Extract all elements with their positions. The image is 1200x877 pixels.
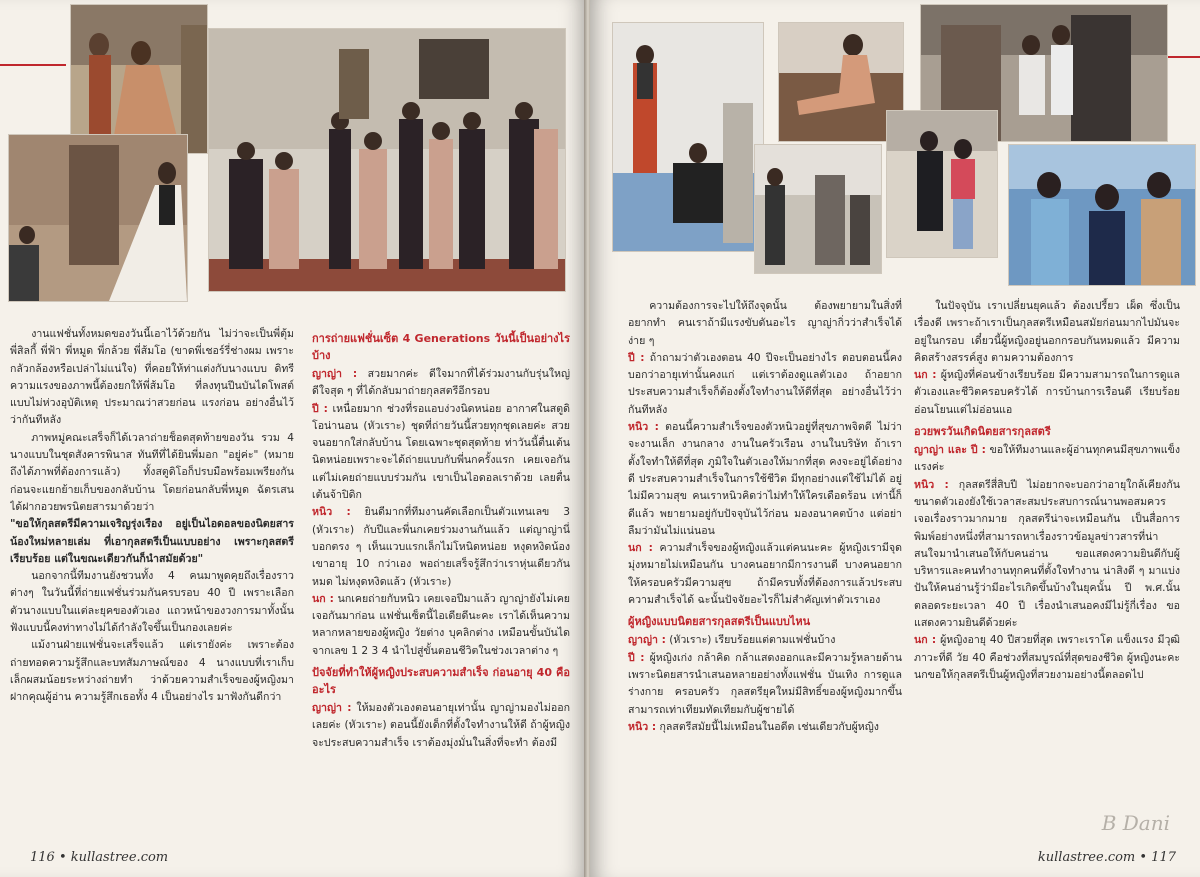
photo-fitting-session [70, 4, 208, 154]
body-paragraph: แม้งานฝ่ายแฟชั่นจะเสร็จแล้ว แต่เรายังค่ะ เพราะต้องถ่ายทอดความรู้สึกและบทสัมภาษณ์ของ 4 นางแบบที่เราเก็บเล็กผสมน้อยระหว่างถ่ายทำ ว่าด้วยความสำเร็จของผู้หญิงมาฝากคุณผู้อ่าน ความรู้สึกเธอทั้ง 4 เป็นอย่างไร มาฟังกันดีกว่า [10, 639, 294, 704]
left-column-2 [312, 326, 570, 752]
photo-photographer [612, 22, 764, 252]
interview-answer [628, 350, 902, 419]
interview-answer [628, 719, 902, 736]
answer-text: นกเคยถ่ายกับหนิว เคยเจอปีมาแล้ว ญาญ่ายังไม่เคยเจอกันมาก่อน แฟชั่นเซ็ตนี้ไอเดียดีนะคะ เราได้เห็นความหลากหลายของผู้หญิง วัยต่าง บุคลิกต่าง เหมือนขั้นบันไดจากเลข 1 2 3 4 นำไปสู่ขั้นตอนชีวิตในช่วงเวลาต่าง ๆ [312, 592, 570, 657]
interview-answer [312, 700, 570, 752]
answer-text: ผู้หญิงอายุ 40 ปีสวยที่สุด เพราะเราโต แข็งแรง มีวุฒิภาวะที่ดี วัย 40 คือช่วงที่สมบูรณ์ที่สุดของชีวิต ผู้หญิงนะคะ นกขอให้กุลสตรีเป็นผู้หญิงที่สวยงามอย่างนี้ตลอดไป [914, 634, 1180, 681]
right-column-1 [628, 298, 902, 736]
photo-hair-styling [886, 110, 998, 258]
pull-quote: "ขอให้กุลสตรีมีความเจริญรุ่งเรือง อยู่เป็นไอดอลของนิตยสารน้องใหม่หลายเล่ม ที่เอากุลสตรีเป็นแบบอย่าง เพราะกุลสตรีเรียบร้อย แต่ในขณะเดียวกันก็นำสมัยด้วย" [10, 518, 294, 565]
speaker-name: ปี : [628, 351, 645, 364]
speaker-name: ญาญ่า : [312, 702, 352, 715]
body-paragraph: ภาพหมู่คณะเสร็จก็ได้เวลาถ่ายช็อตสุดท้ายของวัน รวม 4 นางแบบในชุดสังคารพินาส ทันทีที่ได้ยินพี่มอก "อยู่ค่ะ" (หมายถึงได้ภาพที่ต้องการแล้ว) ทั้งสตูดิโอก็ปรบมือพร้อมเพรียงกัน ก่อนจะแยกย้ายเก็บของกลับบ้าน โดยก่อนกลับพี่หมูด ฉัตรเสน ได้ฝากอวยพรนิตยสารมาด้วยว่า [10, 431, 294, 513]
answer-text: ผู้หญิงเก่ง กล้าคิด กล้าแสดงออกและมีความรู้หลายด้าน เพราะนิตยสารนำเสนอหลายอย่างทั้งแฟชั่น บันเทิง การดูแลร่างกาย ครอบครัว กุลสตรียุคใหม่มีสิทธิ์ของผู้หญิงมากขึ้น สามารถเท่าเทียมทัดเทียมกับผู้ชายได้ [628, 651, 902, 716]
speaker-name: ญาญ่า : [312, 368, 358, 380]
red-rule [0, 64, 66, 66]
speaker-name: หนิว : [914, 478, 949, 491]
speaker-name: นก : [628, 542, 653, 555]
body-paragraph: ในปัจจุบัน เราเปลี่ยนยุคแล้ว ต้องเปรี้ยว เผ็ด ซึ่งเป็นเรื่องดี เพราะถ้าเราเป็นกุลสตรีเหมือนสมัยก่อนมากไปมันจะอยู่ในกรอบ เดี๋ยวนี้ผู้หญิงอยู่นอกกรอบกันหมดแล้ว มีความคิดสร้างสรรค์สูง ตามความต้องการ [914, 300, 1180, 364]
answer-text: ให้มองตัวเองตอนอายุเท่านั้น ญาญ่ามองไม่ออกเลยค่ะ (หัวเราะ) ตอนนี้ยังเด็กที่ตั้งใจทำงานให้ดี ถ้าผู้หญิงจะประสบความสำเร็จ เราต้องมุ่งมั่นในสิ่งที่จะทำ ต้องมี [312, 702, 570, 749]
speaker-name: ญาญ่า : [628, 634, 666, 647]
signature: B Dani [1101, 811, 1170, 835]
speaker-name: นก : [914, 634, 937, 647]
speaker-name: หนิว : [628, 720, 657, 733]
answer-text: ผู้หญิงที่ค่อนข้างเรียบร้อย มีความสามารถในการดูแลตัวเองและชีวิตครอบครัวได้ การบ้านการเรือนดี เรียบร้อย อ่อนโยนแต่ไม่อ่อนแอ [914, 369, 1180, 416]
photo-team-smiling [1008, 144, 1196, 286]
page-folio-right: kullastree.com • 117 [1037, 850, 1176, 865]
interview-answer [312, 401, 570, 505]
interview-answer [312, 504, 570, 590]
interview-answer [628, 419, 902, 540]
interview-answer [914, 632, 1180, 684]
speaker-name: ปี : [312, 402, 328, 415]
answer-text: ยินดีมากที่ทีมงานคัดเลือกเป็นตัวแทนเลข 3 (หัวเราะ) กับปีและพี่นกเคยร่วมงานกันแล้ว แต่ญาญ่านี่บอกตรง ๆ เห็นแวบแรกเล็กไม่โหนิดหน่อย หงุดหงิดน้องเขาอายุ 10 กว่าเอง พอถ่ายเสร็จรู้สึกว่าเราหุ่นเดียวกันหมด ไม่หงุดหงิดแล้ว (หัวเราะ) [312, 506, 570, 588]
section-heading: การถ่ายแฟชั่นเซ็ต 4 Generations วันนี้เป็นอย่างไรบ้าง [312, 332, 570, 362]
right-page [590, 0, 1200, 877]
right-column-2 [914, 298, 1180, 684]
answer-text: ความสำเร็จของผู้หญิงแล้วแต่คนนะคะ ผู้หญิงเรามีจุดมุ่งหมายไม่เหมือนกัน บางคนอยากมีการงานดี บางคนอยากให้ครอบครัวมีความสุข ถ้ามีครบทั้งที่ต้องการแล้วประสบความสำเร็จได้ ฉะนั้นปัจจัยอะไรก็ไม่สำคัญเท่าตัวเราเอง [628, 542, 902, 607]
page-folio-left: 116 • kullastree.com [30, 850, 169, 865]
answer-text: ถ้าถามว่าตัวเองตอน 40 ปีจะเป็นอย่างไร ตอบตอนนี้คงบอกว่าอายุเท่านั้นคงแก่ แต่เราต้องดูแลตัวเอง ถ้าอยากประสบความสำเร็จก็ต้องตั้งใจทำงานให้ดีที่สุด อย่างอื่นไว้ว่ากันทีหลัง [628, 351, 902, 416]
answer-text: (หัวเราะ) เรียบร้อยแต่ตามแฟชั่นบ้าง [665, 634, 836, 647]
section-heading: อวยพรวันเกิดนิตยสารกุลสตรี [914, 425, 1051, 439]
interview-answer [914, 442, 1180, 477]
interview-answer [628, 632, 902, 649]
answer-text: กุลสตรีสี่สิบปี ไม่อยากจะบอกว่าอายุใกล้เคียงกัน ขนาดตัวเองยังใช้เวลาสะสมประสบการณ์นานพอสมควร เจอเรื่องราวมากมาย กุลสตรีน่าจะเหมือนกัน เป็นสื่อการพิมพ์อย่างหนึ่งที่สามารถหาเรื่องราวข้อมูลข่าวสารที่น่าสนใจมานำเสนอให้กับคนอ่าน ขอแสดงความยินดีกับผู้บริหารและคนทำงานทุกคนที่ตั้งใจทำงาน น่าสิงดี ๆ มาแบ่งปันให้คนอ่านรู้ว่ามีอะไรเกิดขึ้นบ้างในยุคนั้น ปี พ.ศ.นั้น ตลอดระยะเวลา 40 ปี เรื่องนำเสนอคงมีไม่รู้กี่เรื่อง ขอแสดงความยินดีด้วยค่ะ [914, 478, 1180, 630]
speaker-name: หนิว : [628, 421, 659, 434]
speaker-name: นก : [914, 369, 937, 382]
interview-answer [312, 591, 570, 660]
photo-studio-setup [754, 144, 882, 274]
interview-answer [914, 477, 1180, 633]
speaker-name: นก : [312, 592, 334, 605]
section-heading: ปัจจัยที่ทำให้ผู้หญิงประสบความสำเร็จ ก่อนอายุ 40 คืออะไร [312, 666, 570, 697]
speaker-name: ปี : [628, 651, 645, 664]
body-paragraph: งานแฟชั่นทั้งหมดของวันนี้เอาไว้ด้วยกัน ไม่ว่าจะเป็นพี่ตุ้ม พี่สิลกี้ พี่ฟ้า พี่หมูด พี่กล้วย พี่ส้มโอ (ขาดพี่เชอร์รี่ช่างผม เพราะกลัวกล้องหรือเปล่าไม่แน่ใจ) ที่คอยให้ท่าแต่งกับนางแบบ ดิทรีความแรงของภาพนี้ต้องยกให้พี่ส้มโอ ที่ลงทุนปีนบันไดโพสต์แบบไม่ห่วงอุบัติเหตุ ประมาณว่าสวยก่อน แรงก่อน อย่างอื่นไว้ว่ากันทีหลัง [10, 328, 294, 427]
left-page [0, 0, 586, 877]
body-paragraph: ความต้องการจะไปให้ถึงจุดนั้น ต้องพยายามในสิ่งที่อยากทำ คนเราถ้ามีแรงขับดันอะไร ญาญ่ากิ่วว่าสำเร็จได้ง่าย ๆ [628, 300, 902, 347]
photo-group-four-generations [208, 28, 566, 292]
interview-answer [312, 366, 570, 401]
interview-answer [628, 650, 902, 719]
interview-answer [628, 540, 902, 609]
body-paragraph: นอกจากนี้ทีมงานยังชวนทั้ง 4 คนมาพูดคุยถึงเรื่องราวต่างๆ ในวันนี้ที่ถ่ายแฟชั่นร่วมกันครบรอบ 40 ปี เพราะเลือกตัวนางแบบในแต่ละยุคของตัวเอง แถวหน้าของวงการมาทั้งนั้น ฟังแบบนี้คงท่าทางไม่ได้กำลังใจขึ้นเป็นกองเลยค่ะ [10, 570, 294, 635]
section-heading: ผู้หญิงแบบนิตยสารกุลสตรีเป็นแบบไหน [628, 615, 811, 629]
interview-answer [914, 367, 1180, 419]
answer-text: ตอนนี้ความสำเร็จของตัวหนิวอยู่ที่สุขภาพจิตดี ไม่ว่าจะงานเล็ก งานกลาง งานในครัวเรือน งานในบริษัท ถ้าเราตั้งใจทำให้ดีที่สุด ภูมิใจในตัวเองให้มากที่สุด คงจะอยู่ได้อย่างดี ประสบความสำเร็จในการใช้ชีวิต มีทุกอย่างแต่ใช้ไม่ได้ อยู่ไม่มีความสุข คนเราหนิวคิดว่าไม่ทำให้ใครเดือดร้อน เท่านี้ก็ดีแล้ว พยายามอยู่กับปัจจุบันไว้ก่อน มองอนาคตบ้าง แต่อย่าลืมว่ามันไม่แน่นอน [628, 421, 902, 537]
speaker-name: หนิว : [312, 506, 351, 519]
photo-white-gown [8, 134, 188, 302]
speaker-name: ญาญ่า และ ปี : [914, 444, 986, 457]
left-column-1 [10, 326, 294, 707]
answer-text: ขอให้ทีมงานและผู้อ่านทุกคนมีสุขภาพแข็งแรงค่ะ [914, 444, 1180, 474]
answer-text: สวยมากค่ะ ดีใจมากที่ได้ร่วมงานกับรุ่นใหญ่ ดีใจสุด ๆ ที่ได้กลับมาถ่ายกุลสตรีอีกรอบ [312, 368, 570, 398]
answer-text: กุลสตรีสมัยนี้ไม่เหมือนในอดีต เช่นเดียวกับผู้หญิง [656, 720, 879, 733]
answer-text: เหนื่อยมาก ช่วงที่รอแอบง่วงนิดหน่อย อากาศในสตูดิโอน่านอน (หัวเราะ) ชุดที่ถ่ายวันนี้สวยทุกชุดเลยค่ะ สวยจนอยากใส่กลับบ้าน โดยเฉพาะชุดสุดท้าย ท่าวันนี้ตื่นเต้นนิดหน่อยเพราะจะได้ถ่ายแบบกับพี่นกครั้งแรก เคยเจอกันแต่ไม่เคยถ่ายแบบร่วมกัน เขาเป็นไอดอลเราด้วย เลยตื่นเต้นจ้าปิดิก [312, 402, 570, 502]
